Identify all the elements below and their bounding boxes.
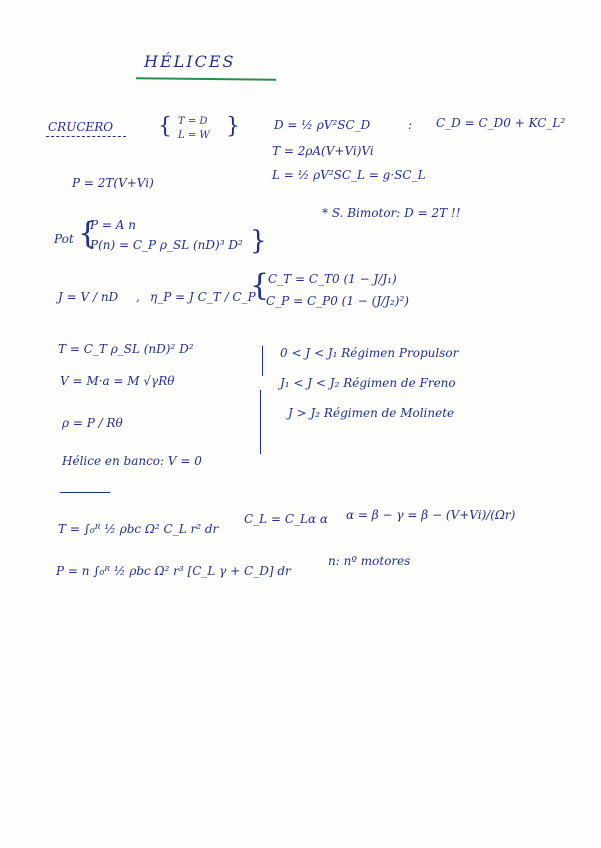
thrust-coefficient-equation: T = C_T ρ_SL (nD)² D² bbox=[58, 342, 194, 356]
regime-propulsor: 0 < J < J₁ Régimen Propulsor bbox=[280, 346, 459, 360]
power-cubic: P(n) = C_P ρ_SL (nD)³ D² bbox=[90, 238, 243, 252]
speed-equation: V = M·a = M √γRθ bbox=[60, 374, 175, 388]
title-underline bbox=[136, 77, 276, 80]
power-linear: P = A n bbox=[90, 218, 136, 232]
alpha-definition: α = β − γ = β − (V+Vi)/(Ωr) bbox=[346, 508, 516, 522]
bench-note: Hélice en banco: V = 0 bbox=[62, 454, 202, 468]
pot-label: Pot bbox=[54, 232, 74, 246]
section-heading: CRUCERO bbox=[48, 120, 114, 134]
drag-polar-equation: C_D = C_D0 + KC_L² bbox=[436, 116, 566, 130]
cp-law: C_P = C_P0 (1 − (J/J₂)²) bbox=[266, 294, 409, 308]
drag-equation: D = ½ ρV²SC_D bbox=[274, 118, 371, 132]
right-brace: } bbox=[226, 114, 240, 139]
regime-molinete: J > J₂ Régimen de Molinete bbox=[288, 406, 455, 420]
pot-brace: { bbox=[78, 216, 98, 251]
ct-law: C_T = C_T0 (1 − J/J₁) bbox=[268, 272, 397, 286]
equilibrium-lift-weight: L = W bbox=[178, 130, 210, 141]
coef-brace: { bbox=[250, 268, 270, 303]
bimotor-note: * S. Bimotor: D = 2T !! bbox=[322, 206, 461, 220]
thrust-momentum-equation: T = 2ρA(V+Vi)Vi bbox=[272, 144, 374, 158]
cl-alpha-equation: C_L = C_Lα α bbox=[244, 512, 329, 526]
density-equation: ρ = P / Rθ bbox=[62, 416, 123, 430]
motor-count-note: n: nº motores bbox=[328, 554, 411, 568]
lift-equation: L = ½ ρV²SC_L = g·SC_L bbox=[272, 168, 426, 182]
blade-power-integral: P = n ∫₀ᴿ ½ ρbc Ω² r³ [C_L γ + C_D] dr bbox=[56, 564, 291, 578]
advance-ratio: J = V / nD bbox=[58, 290, 119, 304]
page-title: HÉLICES bbox=[144, 52, 236, 71]
propeller-efficiency: η_P = J C_T / C_P bbox=[150, 290, 256, 304]
pot-brace-close: } bbox=[250, 226, 267, 256]
regime-bar-1 bbox=[262, 346, 263, 376]
equilibrium-thrust-drag: T = D bbox=[178, 116, 208, 127]
induced-power-equation: P = 2T(V+Vi) bbox=[72, 176, 154, 190]
regime-bar-2 bbox=[260, 390, 261, 454]
blade-thrust-integral: T = ∫₀ᴿ ½ ρbc Ω² C_L r² dr bbox=[58, 522, 219, 536]
colon-1: : bbox=[408, 118, 413, 132]
section-underline bbox=[46, 136, 126, 137]
regime-freno: J₁ < J < J₂ Régimen de Freno bbox=[280, 376, 456, 390]
left-brace: { bbox=[158, 114, 172, 139]
separator-line bbox=[60, 492, 110, 493]
comma-1: , bbox=[136, 290, 140, 304]
